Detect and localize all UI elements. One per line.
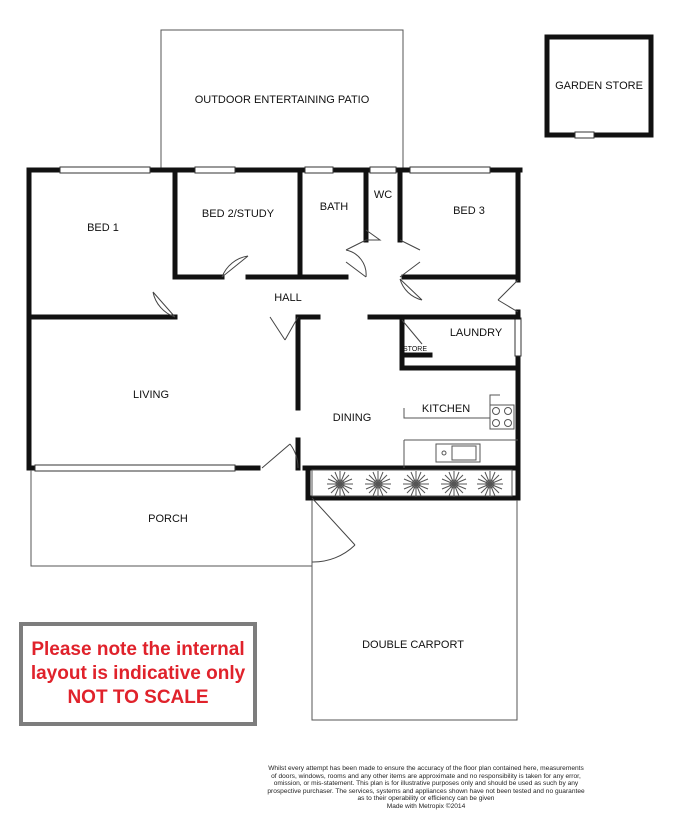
label-living: LIVING	[132, 389, 170, 401]
shrub-icon	[441, 471, 467, 497]
label-bed-2: BED 2/STUDY	[201, 208, 275, 220]
disclaimer-credit: Made with Metropix ©2014	[386, 802, 466, 810]
notice-line-3: NOT TO SCALE	[67, 687, 209, 708]
doors	[153, 230, 518, 562]
notice-line-2: layout is indicative only	[30, 663, 246, 684]
shrub-icon	[477, 471, 503, 497]
disclaimer-line: prospective purchaser. The services, systems and appliances shown have not been tested and no guarantee	[267, 787, 585, 795]
carport-outline	[312, 500, 517, 720]
label-garden-store: GARDEN STORE	[555, 80, 643, 92]
planter-bed	[312, 470, 512, 497]
label-store: STORE	[403, 346, 427, 353]
label-kitchen: KITCHEN	[421, 403, 471, 415]
exterior-walls	[29, 170, 520, 498]
label-patio: OUTDOOR ENTERTAINING PATIO	[194, 94, 370, 106]
label-carport: DOUBLE CARPORT	[362, 639, 464, 651]
shrub-icon	[403, 471, 429, 497]
disclaimer-text	[236, 765, 616, 811]
disclaimer-line: of doors, windows, rooms and any other items are approximate and no responsibility is taken for any error,	[271, 772, 581, 780]
label-wc: WC	[373, 189, 393, 201]
label-bath: BATH	[319, 201, 349, 213]
disclaimer-line: omission, or mis-statement. This plan is for illustrative purposes only and should be used as such by any	[273, 780, 579, 788]
scale-notice	[19, 622, 257, 726]
label-dining: DINING	[332, 412, 372, 424]
label-bed-3: BED 3	[453, 205, 485, 217]
disclaimer-line: as to their operability or efficiency can be given	[357, 795, 495, 803]
label-hall: HALL	[274, 292, 302, 304]
label-laundry: LAUNDRY	[449, 327, 503, 339]
notice-line-1: Please note the internal	[31, 639, 245, 660]
shrub-icon	[365, 471, 391, 497]
label-bed-1: BED 1	[87, 222, 119, 234]
label-porch: PORCH	[148, 513, 188, 525]
disclaimer-line: Whilst every attempt has been made to ensure the accuracy of the floor plan contained here, measurements	[268, 765, 584, 772]
shrub-icon	[327, 471, 353, 497]
